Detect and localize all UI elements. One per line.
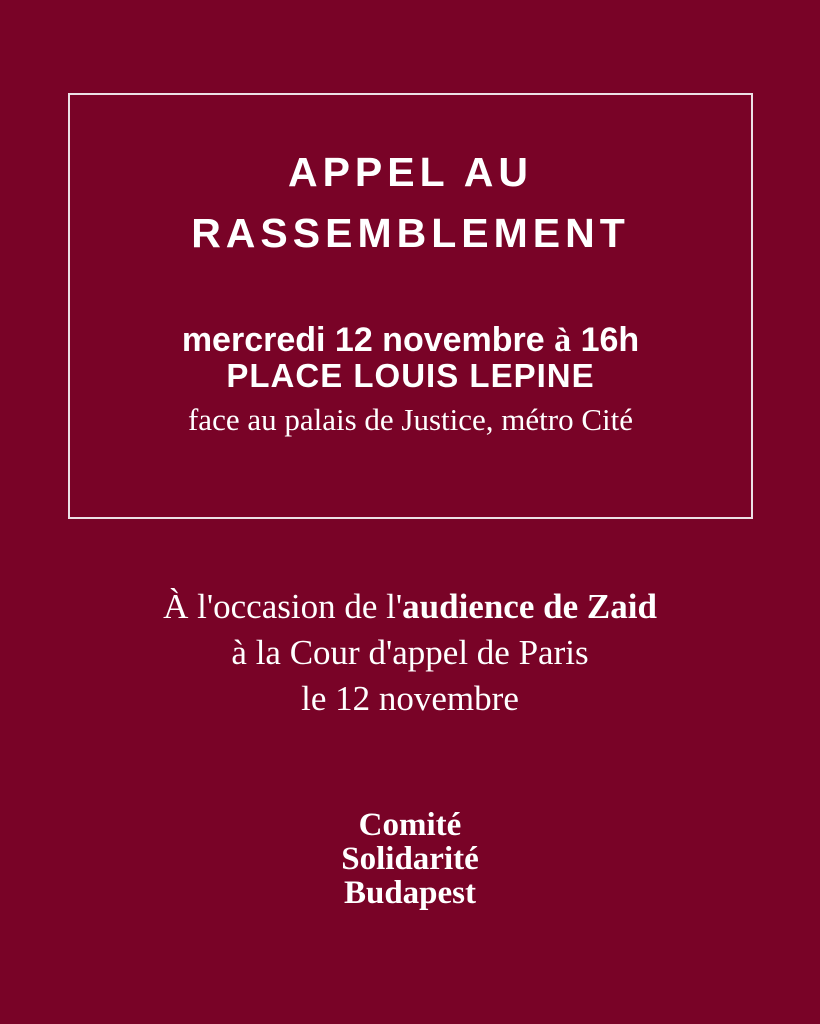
place-line: PLACE LOUIS LEPINE — [226, 357, 595, 394]
title-line-1: APPEL AU — [287, 149, 534, 195]
date-accent-word: à — [554, 322, 572, 359]
signature-line-2: Solidarité — [341, 841, 479, 877]
date-text: mercredi 12 novembre — [181, 321, 555, 359]
location-detail-line: face au palais de Justice, métro Cité — [187, 402, 634, 437]
signature-block — [0, 808, 820, 910]
occasion-block — [0, 584, 820, 722]
signature-line-1: Comité — [358, 807, 462, 843]
occasion-line-1 — [0, 584, 820, 630]
time-text: 16h — [571, 321, 640, 359]
occasion-line-1-emphasis: audience de Zaid — [402, 587, 657, 626]
signature-line-3: Budapest — [343, 875, 477, 911]
occasion-line-1-text: À l'occasion de l' — [163, 587, 403, 626]
poster-title — [70, 142, 751, 264]
occasion-line-3: le 12 novembre — [301, 679, 519, 718]
title-line-2: RASSEMBLEMENT — [191, 210, 630, 256]
occasion-line-2: à la Cour d'appel de Paris — [231, 633, 589, 672]
announcement-frame — [68, 93, 753, 519]
